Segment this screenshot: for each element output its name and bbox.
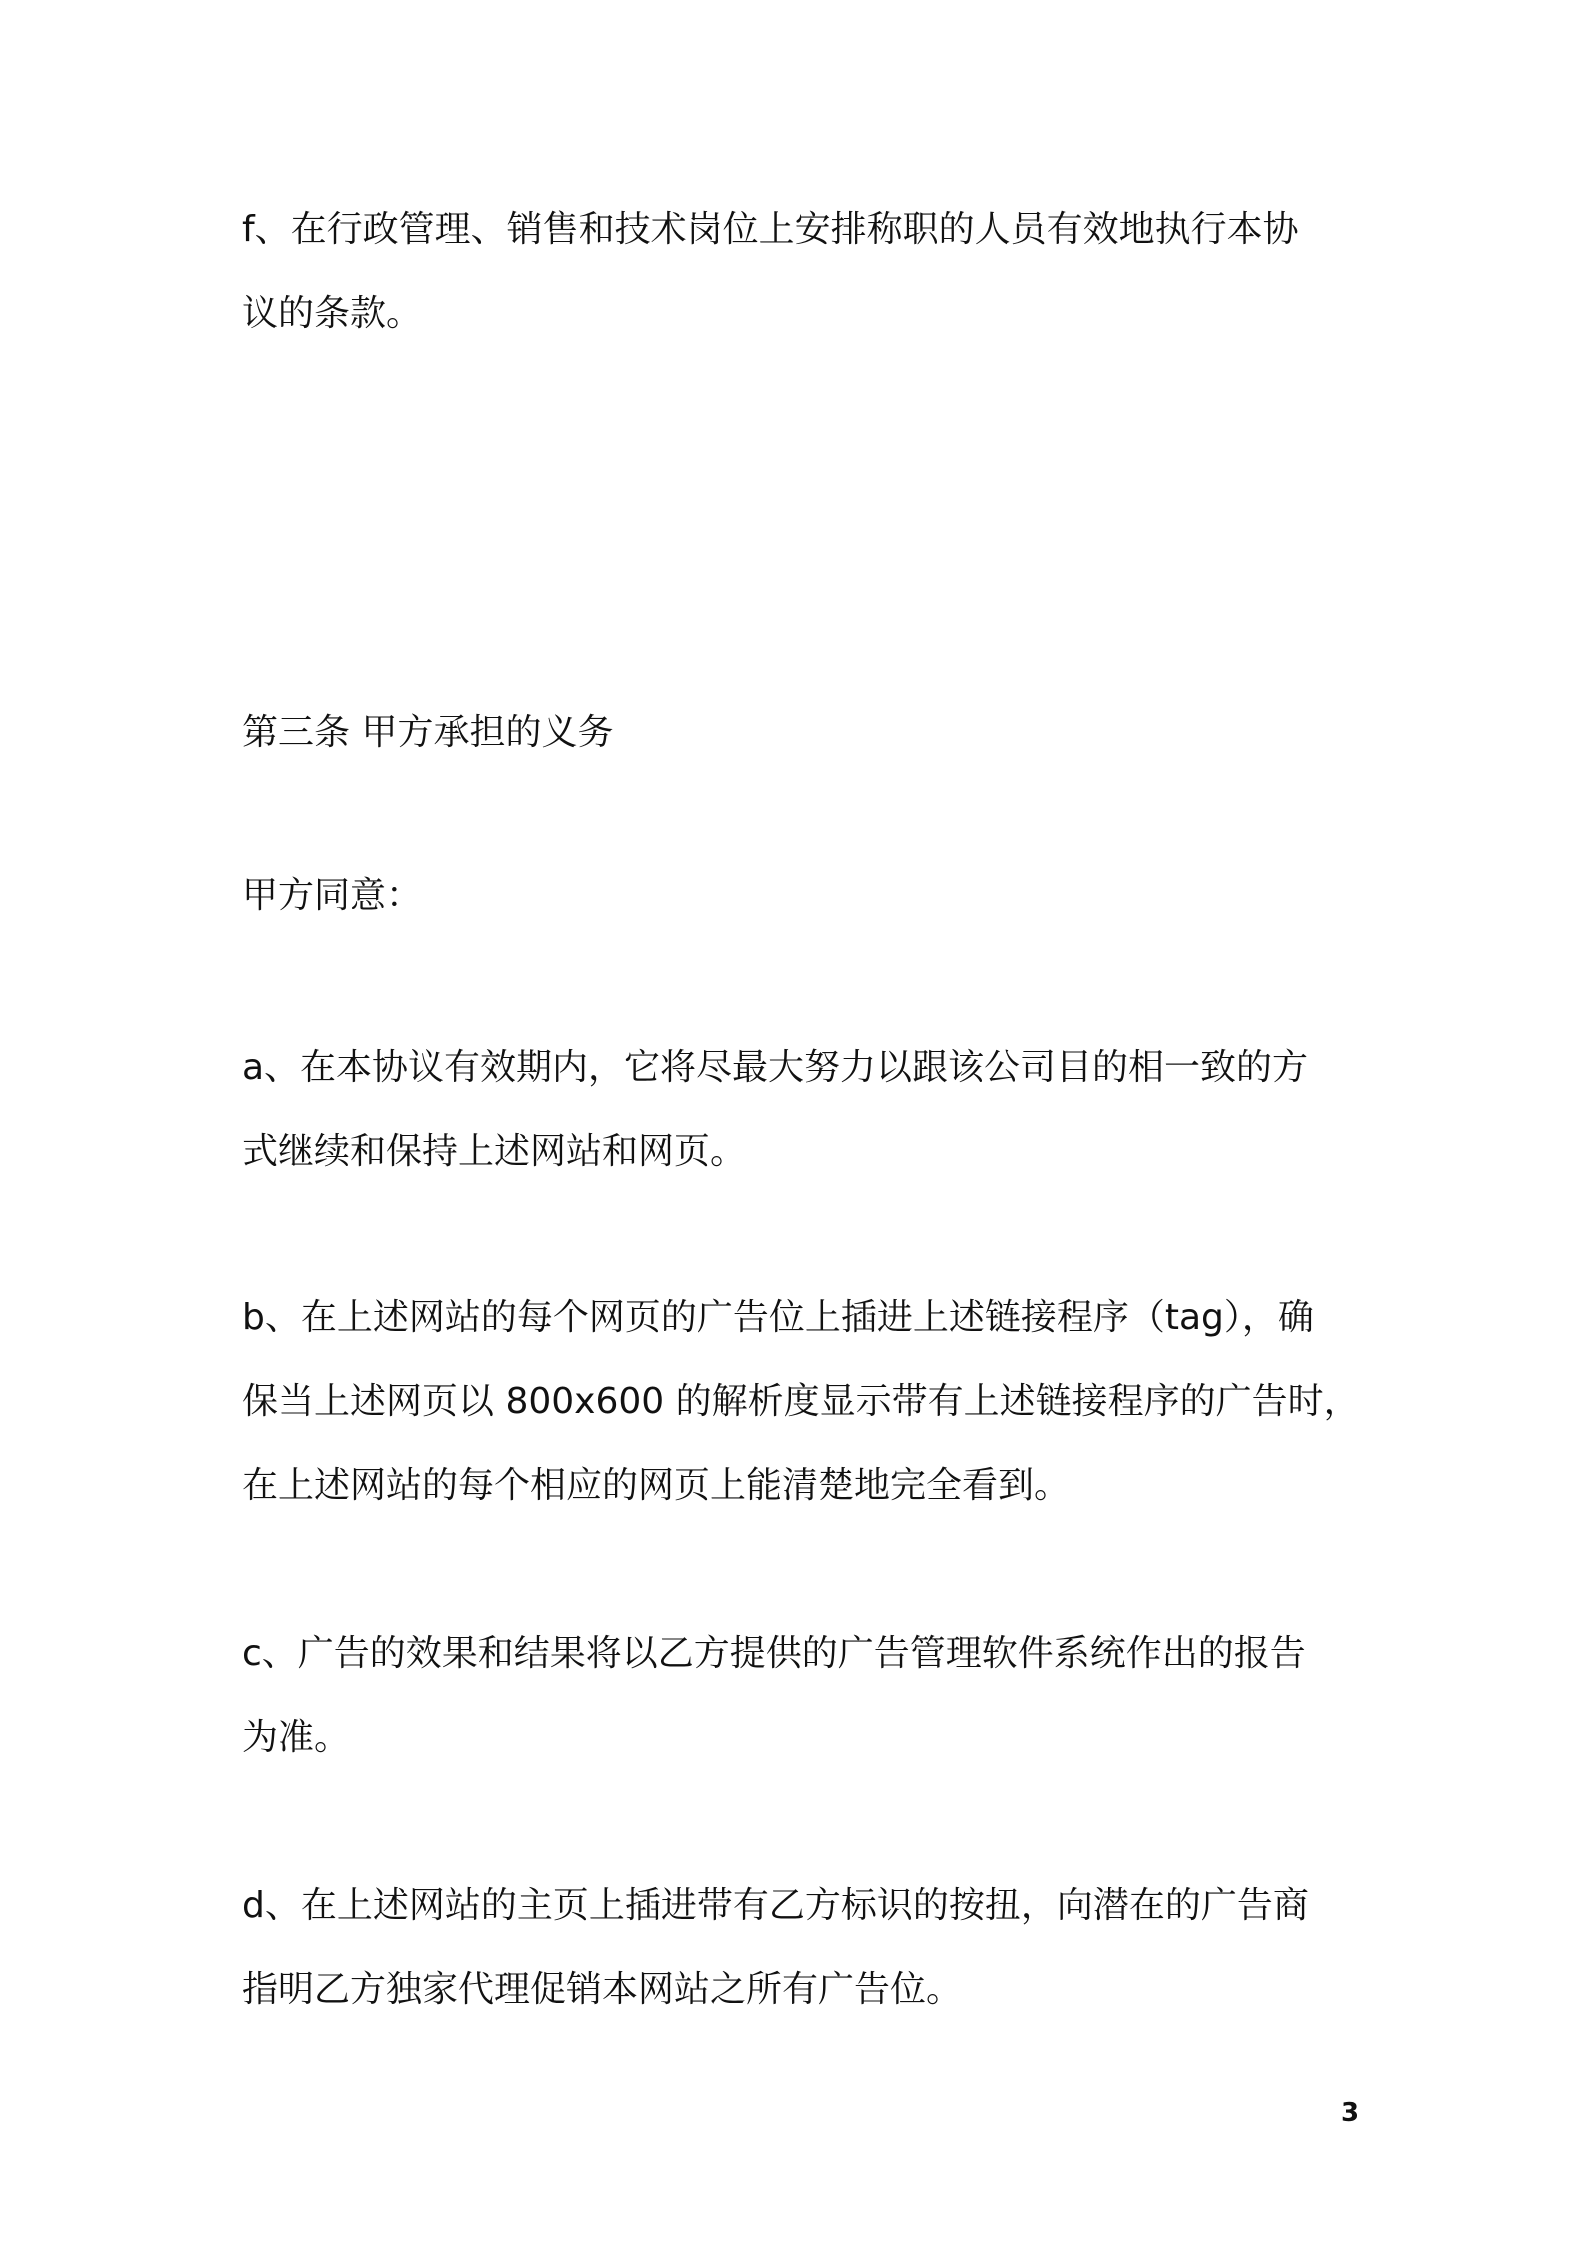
paragraph-line: b、在上述网站的每个网页的广告位上插进上述链接程序（tag），确	[242, 1297, 1314, 1338]
page-number: 3	[1340, 2098, 1360, 2128]
paragraph-line: 在上述网站的每个相应的网页上能清楚地完全看到。	[242, 1465, 1071, 1506]
paragraph-line: 甲方同意：	[242, 875, 423, 916]
paragraph-line: c、广告的效果和结果将以乙方提供的广告管理软件系统作出的报告	[242, 1633, 1306, 1674]
paragraph-a	[242, 1026, 1362, 1194]
heading-line: 第三条 甲方承担的义务	[242, 712, 614, 753]
paragraph-line: 指明乙方独家代理促销本网站之所有广告位。	[242, 1969, 963, 2010]
paragraph-c	[242, 1612, 1362, 1780]
paragraph-d	[242, 1864, 1362, 2032]
paragraph-f	[242, 188, 1362, 356]
paragraph-line: 式继续和保持上述网站和网页。	[242, 1131, 747, 1172]
paragraph-line: 为准。	[242, 1717, 351, 1758]
paragraph-line: f、在行政管理、销售和技术岗位上安排称职的人员有效地执行本协	[242, 209, 1299, 250]
paragraph-b	[242, 1276, 1362, 1528]
paragraph-line: d、在上述网站的主页上插进带有乙方标识的按扭，向潜在的广告商	[242, 1885, 1309, 1926]
paragraph-line: a、在本协议有效期内，它将尽最大努力以跟该公司目的相一致的方	[242, 1047, 1309, 1088]
paragraph-line: 保当上述网页以 800x600 的解析度显示带有上述链接程序的广告时，	[242, 1381, 1360, 1422]
paragraph-line: 议的条款。	[242, 293, 423, 334]
paragraph-agree	[242, 854, 1362, 938]
article-3-heading	[242, 691, 1362, 775]
